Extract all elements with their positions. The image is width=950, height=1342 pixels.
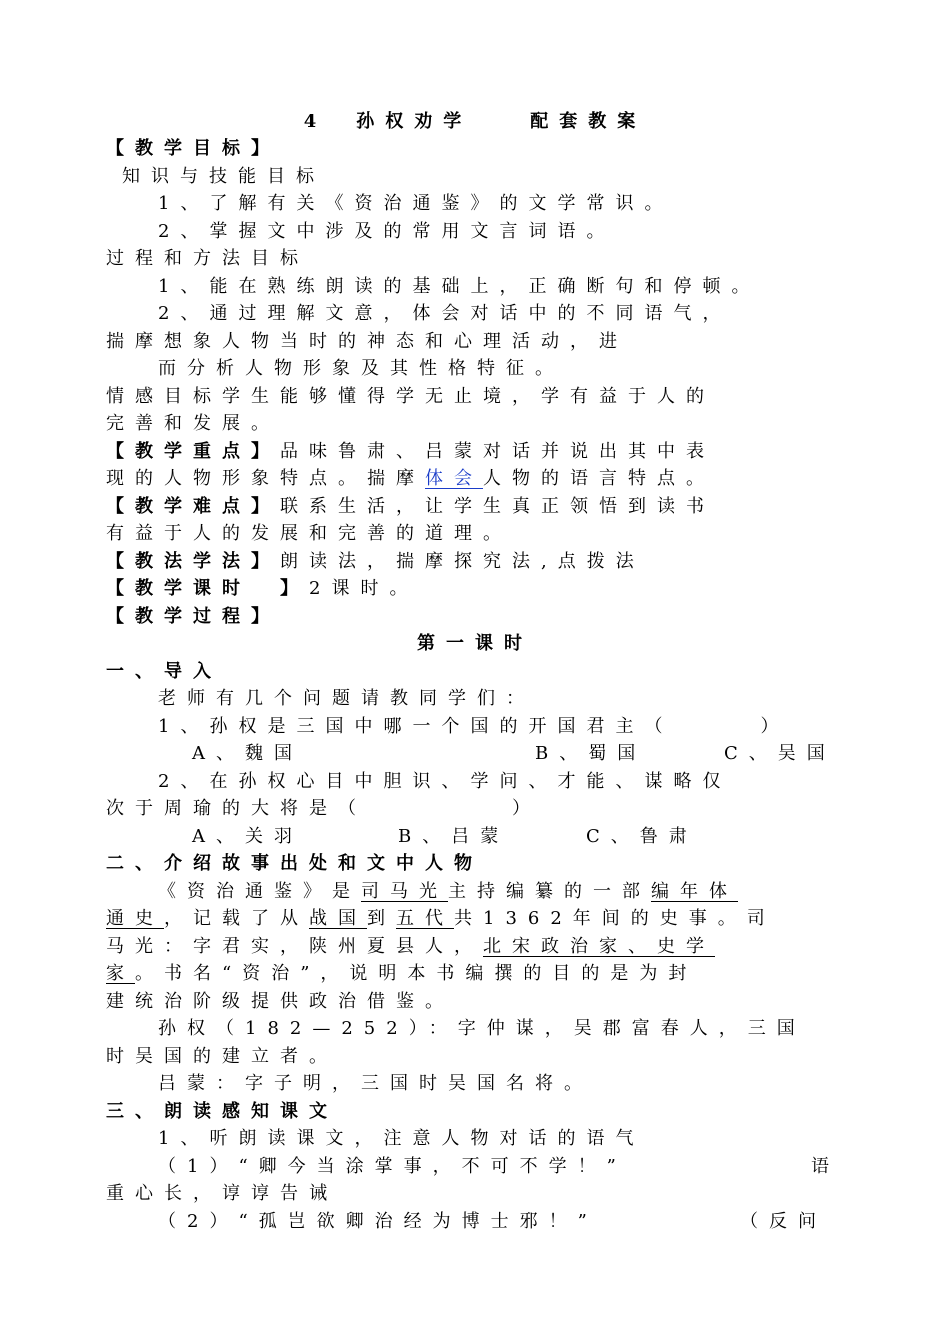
source-para-line4 — [106, 963, 846, 985]
source-para-line1 — [158, 881, 846, 903]
hours-line — [106, 578, 846, 600]
emotion-goal-line1: 情感目标学生能够懂得学无止境，学有益于人的 — [106, 386, 715, 407]
process-item-1: 1、能在熟练朗读的基础上，正确断句和停顿。 — [158, 276, 761, 297]
sunquan-intro-line1: 孙权（182—252）：字仲谋，吴郡富春人，三国 — [158, 1018, 806, 1039]
question-1: 1、孙权是三国中哪一个国的开国君主（ ） — [158, 716, 790, 737]
reading-quote-1-note: 重心长，谆谆告诫 — [106, 1183, 338, 1204]
source-text-1: 《资治通鉴》是 — [158, 881, 361, 902]
reading-quote-1: （1）“卿今当涂掌事，不可不学！” — [158, 1156, 627, 1177]
question-2-line1: 2、在孙权心目中胆识、学问、才能、谋略仅 — [158, 771, 732, 792]
key-points-text: 品味鲁肃、吕蒙对话并说出其中表 — [280, 441, 715, 462]
key-points-label: 【教学重点】 — [106, 441, 280, 462]
question-1-option-c: C、吴国 — [724, 743, 836, 764]
difficulty-line1 — [106, 496, 846, 518]
source-underline-3: 通史 — [106, 908, 164, 929]
question-2-option-b: B、吕蒙 — [398, 826, 510, 847]
source-text-6: 马光：字君实，陕州夏县人， — [106, 936, 483, 957]
difficulty-line2: 有益于人的发展和完善的道理。 — [106, 523, 512, 544]
key-points-link[interactable]: 体会 — [425, 468, 483, 489]
emotion-goal-line2: 完善和发展。 — [106, 413, 280, 434]
hours-text: 2课时。 — [309, 578, 419, 599]
question-1-option-b: B、蜀国 — [535, 743, 647, 764]
source-text-5: 共1362年间的史事。司 — [454, 908, 776, 929]
knowledge-header: 知识与技能目标 — [122, 166, 325, 187]
source-text-2: 主持编纂的一部 — [448, 881, 651, 902]
hours-label: 【教学课时 】 — [106, 578, 309, 599]
section-1-intro: 老师有几个问题请教同学们： — [158, 688, 535, 709]
document-title: 4 孙权劝学 配套教案 — [303, 111, 647, 132]
section-3-title: 三、朗读感知课文 — [106, 1101, 338, 1122]
key-points-line1 — [106, 441, 846, 463]
source-underline-1: 司马光 — [361, 881, 448, 902]
key-points-text-3: 人物的语言特点。 — [483, 468, 715, 489]
source-text-7: 。书名“资治”，说明本书编撰的目的是为封 — [135, 963, 698, 984]
knowledge-item-1: 1、了解有关《资治通鉴》的文学常识。 — [158, 193, 674, 214]
section-2-title: 二、介绍故事出处和文中人物 — [106, 853, 483, 874]
reading-task-1: 1、听朗读课文，注意人物对话的语气 — [158, 1128, 645, 1149]
key-points-line2 — [106, 468, 846, 490]
process-item-2-line3: 而分析人物形象及其性格特征。 — [158, 358, 564, 379]
lvmeng-intro: 吕蒙：字子明，三国时吴国名将。 — [158, 1073, 593, 1094]
reading-quote-1-tone: 语 — [811, 1156, 840, 1177]
source-underline-2: 编年体 — [651, 881, 738, 902]
section-1-title: 一、导入 — [106, 661, 222, 682]
method-line — [106, 551, 846, 573]
source-para-line5: 建统治阶级提供政治借鉴。 — [106, 991, 454, 1012]
process-item-2-line1: 2、通过理解文意，体会对话中的不同语气， — [158, 303, 732, 324]
question-1-option-a: A、魏国 — [192, 743, 303, 764]
objectives-header: 【教学目标】 — [106, 138, 280, 159]
source-para-line2 — [106, 908, 846, 930]
source-text-3: ，记载了从 — [164, 908, 309, 929]
source-underline-6: 北宋政治家、史学 — [483, 936, 715, 957]
method-text: 朗读法，揣摩探究法,点拨法 — [280, 551, 645, 572]
source-text-4: 到 — [367, 908, 396, 929]
sunquan-intro-line2: 时吴国的建立者。 — [106, 1046, 338, 1067]
question-2-option-c: C、鲁肃 — [586, 826, 698, 847]
question-2-line2: 次于周瑜的大将是（ ） — [106, 798, 541, 819]
source-underline-7: 家 — [106, 963, 135, 984]
process-header: 过程和方法目标 — [106, 248, 309, 269]
lesson-1-title: 第一课时 — [417, 633, 533, 654]
method-label: 【教法学法】 — [106, 551, 280, 572]
knowledge-item-2: 2、掌握文中涉及的常用文言词语。 — [158, 221, 616, 242]
difficulty-text: 联系生活，让学生真正领悟到读书 — [280, 496, 715, 517]
source-para-line3 — [106, 936, 846, 958]
key-points-text-2: 现的人物形象特点。揣摩 — [106, 468, 425, 489]
difficulty-label: 【教学难点】 — [106, 496, 280, 517]
reading-quote-2: （2）“孤岂欲卿治经为博士邪！” — [158, 1211, 598, 1232]
process-item-2-line2: 揣摩想象人物当时的神态和心理活动，进 — [106, 331, 628, 352]
source-underline-4: 战国 — [309, 908, 367, 929]
reading-quote-2-tone: （反问 — [740, 1211, 827, 1232]
source-underline-5: 五代 — [396, 908, 454, 929]
process-label: 【教学过程】 — [106, 606, 280, 627]
question-2-option-a: A、关羽 — [192, 826, 303, 847]
